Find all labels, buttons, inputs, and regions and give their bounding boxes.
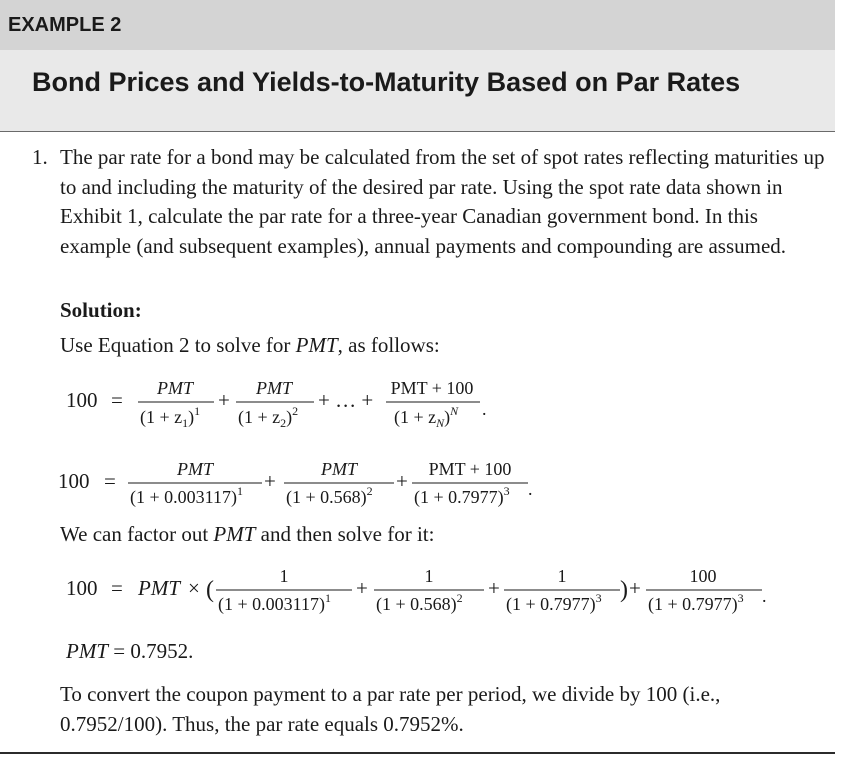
solution-heading: Solution: xyxy=(60,298,142,322)
t2-den-sub: 2 xyxy=(280,416,287,430)
factor-suffix: and then solve for it: xyxy=(255,522,435,546)
num-t3-denominator xyxy=(414,484,510,508)
t3-denominator: $(1 + z_N)^N$ xyxy=(394,404,459,430)
fac-f4-numerator: 100 xyxy=(689,566,717,586)
result-value: = 0.7952. xyxy=(108,639,194,663)
general-equation xyxy=(0,372,835,442)
svg-text:+: + xyxy=(356,576,368,600)
fac-f3-den-exp: 3 xyxy=(595,591,602,605)
svg-text:+: + xyxy=(629,576,641,600)
bottom-rule xyxy=(0,752,835,754)
conclusion-text: To convert the coupon payment to a par rate per period, we divide by 100 (i.e., 0.7952/100). Thus, the par rate equals 0.7952%. xyxy=(60,682,721,736)
num-t1-denominator xyxy=(130,484,243,508)
fac-f1-den-exp: 1 xyxy=(324,591,331,605)
fac-f1-den-base: (1 + 0.003117) xyxy=(218,594,325,614)
t3-den-base: (1 + z xyxy=(394,407,437,427)
num-t3-den-base: (1 + 0.7977) xyxy=(414,487,504,507)
t1-den-base: (1 + z xyxy=(140,407,183,427)
factored-equation xyxy=(0,560,835,630)
num-eq-lhs: 100 xyxy=(58,469,90,493)
factor-sentence xyxy=(60,520,434,550)
question-number: 1. xyxy=(32,145,48,169)
num-t3-den-exp: 3 xyxy=(503,484,510,498)
factor-var: PMT xyxy=(213,522,256,546)
t2-den-exp: 2 xyxy=(292,404,299,418)
svg-text:+: + xyxy=(396,469,408,493)
numeric-equation xyxy=(0,455,835,525)
fac-f1-numerator: 1 xyxy=(279,566,289,586)
t3-den-exp: N xyxy=(450,404,459,418)
svg-text:.: . xyxy=(762,586,767,606)
svg-text:.: . xyxy=(528,479,533,499)
fac-f3-denominator xyxy=(506,591,602,615)
svg-text:+: + xyxy=(264,469,276,493)
svg-text:+: + xyxy=(218,388,230,412)
fac-f2-den-base: (1 + 0.568) xyxy=(376,594,457,614)
result-line xyxy=(65,639,193,663)
solution-intro xyxy=(60,331,440,361)
fac-f2-denominator xyxy=(376,591,463,615)
question-text: The par rate for a bond may be calculated from the set of spot rates reflecting maturities up to and including the maturity of the desired par rate. Using the spot rate data shown in Exhibit 1, calculate the par rate for a three-year Canadian government bond. In this example (and subsequent examples), annual payments and compounding are assumed. xyxy=(60,145,825,258)
page-title: Bond Prices and Yields-to-Maturity Based on Par Rates xyxy=(32,67,741,97)
t1-den-sub: 1 xyxy=(182,416,189,430)
fac-f2-den-exp: 2 xyxy=(456,591,463,605)
eq-lhs: 100 xyxy=(66,388,98,412)
svg-text:.: . xyxy=(482,399,487,419)
fac-close-paren: ) xyxy=(620,577,628,603)
fac-f4-denominator xyxy=(648,591,744,615)
t2-numerator: PMT xyxy=(256,378,292,398)
num-t3-numerator: PMT + 100 xyxy=(428,459,512,479)
intro-prefix: Use Equation 2 to solve for xyxy=(60,333,296,357)
num-t2-den-exp: 2 xyxy=(366,484,373,498)
num-t1-den-base: (1 + 0.003117) xyxy=(130,487,237,507)
fac-f2-numerator: 1 xyxy=(424,566,434,586)
svg-text:+: + xyxy=(488,576,500,600)
title-band xyxy=(0,50,835,132)
t3-numerator: PMT + 100 xyxy=(390,378,474,398)
fac-eq-equals: = xyxy=(111,576,123,600)
num-eq-equals: = xyxy=(104,469,116,493)
fac-f3-numerator: 1 xyxy=(557,566,567,586)
fac-times: × xyxy=(188,576,200,600)
fac-f1-denominator xyxy=(218,591,331,615)
factor-prefix: We can factor out xyxy=(60,522,214,546)
fac-f4-den-base: (1 + 0.7977) xyxy=(648,594,738,614)
fac-f3-den-base: (1 + 0.7977) xyxy=(506,594,596,614)
eq-equals: = xyxy=(111,388,123,412)
fac-open-paren: ( xyxy=(206,577,214,603)
t2-den-base: (1 + z xyxy=(238,407,281,427)
t1-numerator: PMT xyxy=(157,378,193,398)
intro-suffix: , as follows: xyxy=(337,333,440,357)
result-var: PMT xyxy=(66,639,108,663)
fac-eq-lhs: 100 xyxy=(66,576,98,600)
intro-var: PMT xyxy=(295,333,338,357)
fac-f4-den-exp: 3 xyxy=(737,591,744,605)
example-label: EXAMPLE 2 xyxy=(0,0,835,50)
num-t2-denominator xyxy=(286,484,373,508)
num-t2-numerator: PMT xyxy=(321,459,357,479)
num-t1-numerator: PMT xyxy=(177,459,213,479)
t3-den-sub: N xyxy=(436,416,445,430)
t1-denominator: $(1 + z_1)^1$ xyxy=(140,404,201,430)
fac-pmt: PMT xyxy=(138,576,180,600)
num-t2-den-base: (1 + 0.568) xyxy=(286,487,367,507)
result-equation xyxy=(0,636,835,670)
t1-den-exp: 1 xyxy=(194,404,201,418)
t2-denominator: $(1 + z_2)^2$ xyxy=(238,404,299,430)
eq-ellipsis: + … + xyxy=(318,388,374,412)
num-t1-den-exp: 1 xyxy=(236,484,243,498)
